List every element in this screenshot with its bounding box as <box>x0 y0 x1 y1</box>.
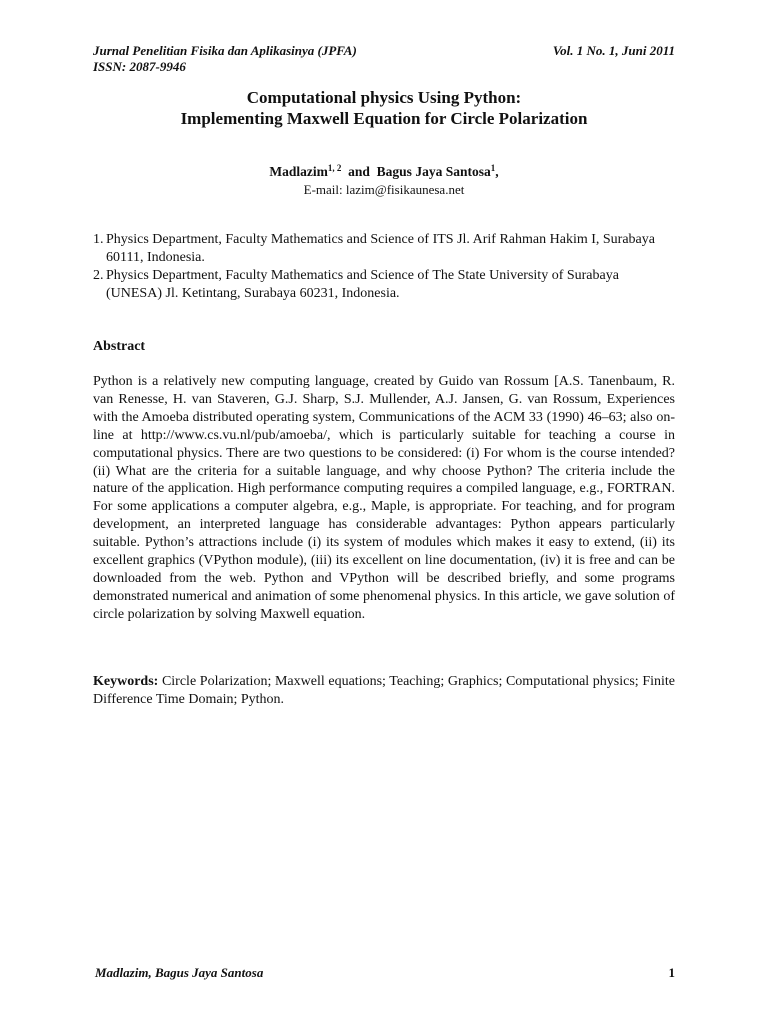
running-footer <box>95 965 675 981</box>
affiliation-number: 1. <box>93 232 104 247</box>
affiliation-item <box>93 267 675 303</box>
author-affiliation-mark: 1 <box>490 163 496 173</box>
author-name: Bagus Jaya Santosa <box>376 164 491 179</box>
running-header <box>93 43 675 59</box>
author-email: E-mail: lazim@fisikaunesa.net <box>303 182 465 197</box>
keywords-text: Circle Polarization; Maxwell equations; Teaching; Graphics; Computational physics; Finite Difference Time Domain; Python. <box>93 674 675 707</box>
volume-issue: Vol. 1 No. 1, Juni 2011 <box>552 43 675 58</box>
journal-name: Jurnal Penelitian Fisika dan Aplikasinya (JPFA) <box>93 43 357 58</box>
author-line <box>93 163 675 181</box>
keywords-label: Keywords: <box>93 674 159 689</box>
abstract-heading: Abstract <box>93 339 146 354</box>
footer-authors: Madlazim, Bagus Jaya Santosa <box>95 965 264 980</box>
keywords <box>93 673 675 709</box>
issn: ISSN: 2087-9946 <box>93 59 186 74</box>
affiliation-number: 2. <box>93 268 104 283</box>
page-number: 1 <box>668 965 675 980</box>
author-affiliation-mark: 1, 2 <box>327 163 342 173</box>
author-conjunction: and <box>348 164 370 179</box>
author-trailing-comma: , <box>495 164 499 179</box>
abstract-body: Python is a relatively new computing language, created by Guido van Rossum [A.S. Tanenbaum, R. van Renesse, H. van Staveren, G.J. Sharp, S.J. Mullender, A.J. Jansen, G. van Rossum, Experiences with the Amoeba distributed operating system, Communications of the ACM 33 (1990) 46–63; also on-line at http://www.cs.vu.nl/pub/amoeba/, which is particularly suitable for teaching a course in computational physics. There are two questions to be considered: (i) For whom is the course intended? (ii) What are the criteria for a suitable language, and why choose Python? The criteria include the nature of the application. High performance computing requires a compiled language, e.g., FORTRAN. For some applications a computer algebra, e.g., Maple, is appropriate. For teaching, and for program development, an interpreted language has considerable advantages: Python appears particularly suitable. Python’s attractions include (i) its system of modules which makes it easy to extend, (ii) its excellent graphics (VPython module), (iii) its excellent on line documentation, (iv) it is free and can be downloaded from the web. Python and VPython will be described briefly, and some programs demonstrated numerical and animation of some phenomenal physics. In this article, we gave solution of circle polarization by solving Maxwell equation. <box>93 374 675 622</box>
affiliation-text: Physics Department, Faculty Mathematics and Science of ITS Jl. Arif Rahman Hakim I, Surabaya 60111, Indonesia. <box>106 232 655 265</box>
affiliation-item <box>93 231 675 267</box>
affiliations <box>93 231 675 303</box>
paper-title-line1: Computational physics Using Python: <box>246 88 522 107</box>
paper-title-line2: Implementing Maxwell Equation for Circle Polarization <box>180 109 588 128</box>
affiliation-text: Physics Department, Faculty Mathematics and Science of The State University of Surabaya (UNESA) Jl. Ketintang, Surabaya 60231, Indonesia. <box>106 268 619 301</box>
author-name: Madlazim <box>269 164 328 179</box>
